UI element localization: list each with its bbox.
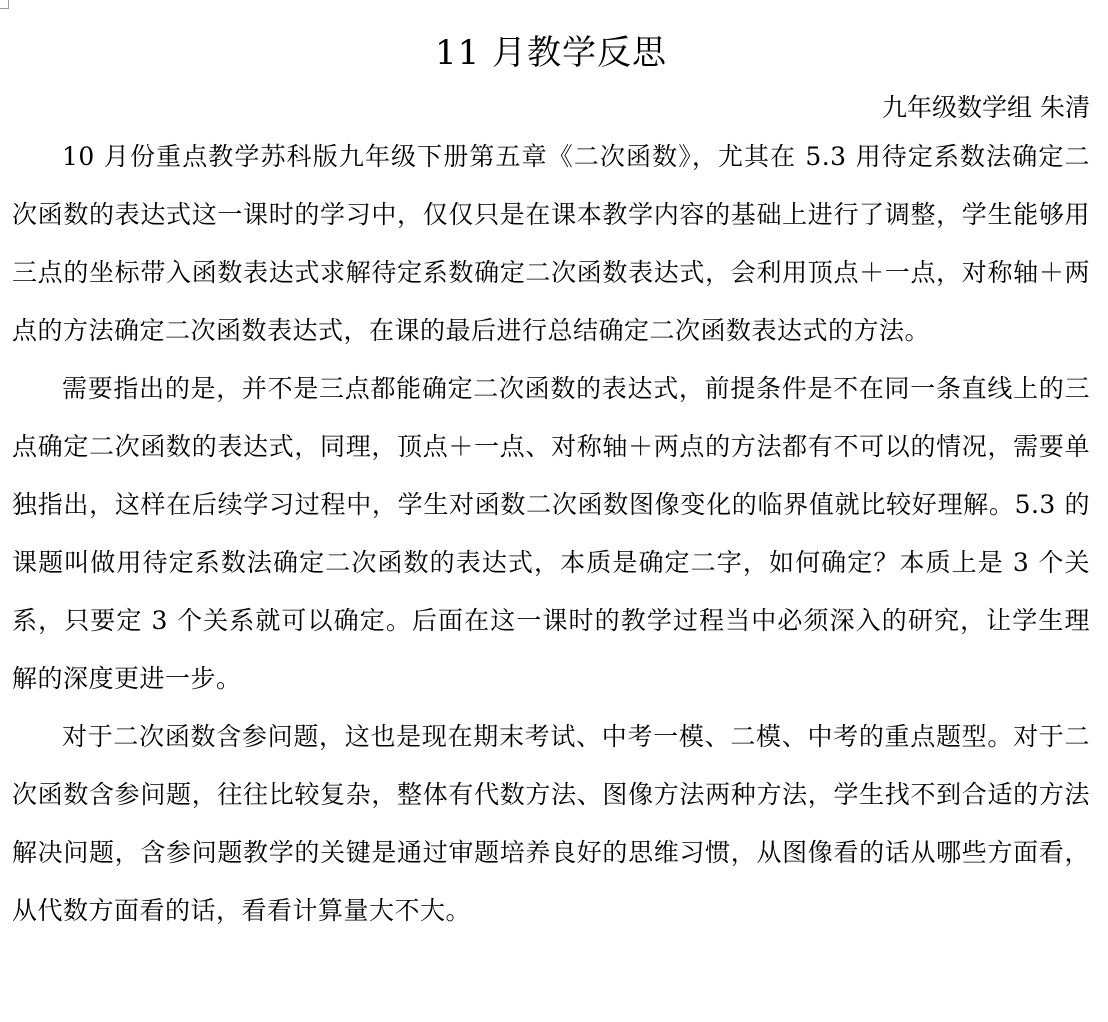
author-line: 九年级数学组 朱清 (882, 93, 1090, 122)
paragraph-3: 对于二次函数含参问题，这也是现在期末考试、中考一模、二模、中考的重点题型。对于二次函数含参问题，往往比较复杂，整体有代数方法、图像方法两种方法，学生找不到合适的方法解决问题，含参问题教学的关键是通过审题培养良好的思维习惯，从图像看的话从哪些方面看，从代数方面看的话，看看计算量大不大。 (12, 722, 1090, 925)
document-title: 11 月教学反思 (434, 33, 668, 73)
page-corner-mark (0, 0, 9, 9)
document-page (12, 30, 1090, 940)
paragraph-1: 10 月份重点教学苏科版九年级下册第五章《二次函数》，尤其在 5.3 用待定系数法确定二次函数的表达式这一课时的学习中，仅仅只是在课本教学内容的基础上进行了调整，学生能够用三点的坐标带入函数表达式求解待定系数确定二次函数表达式，会利用顶点＋一点，对称轴＋两点的方法确定二次函数表达式，在课的最后进行总结确定二次函数表达式的方法。 (12, 142, 1090, 345)
paragraph-2: 需要指出的是，并不是三点都能确定二次函数的表达式，前提条件是不在同一条直线上的三点确定二次函数的表达式，同理，顶点＋一点、对称轴＋两点的方法都有不可以的情况，需要单独指出，这样在后续学习过程中，学生对函数二次函数图像变化的临界值就比较好理解。5.3 的课题叫做用待定系数法确定二次函数的表达式，本质是确定二字，如何确定？本质上是 3 个关系，只要定 3 个关系就可以确定。后面在这一课时的教学过程当中必须深入的研究，让学生理解的深度更进一步。 (12, 374, 1090, 693)
